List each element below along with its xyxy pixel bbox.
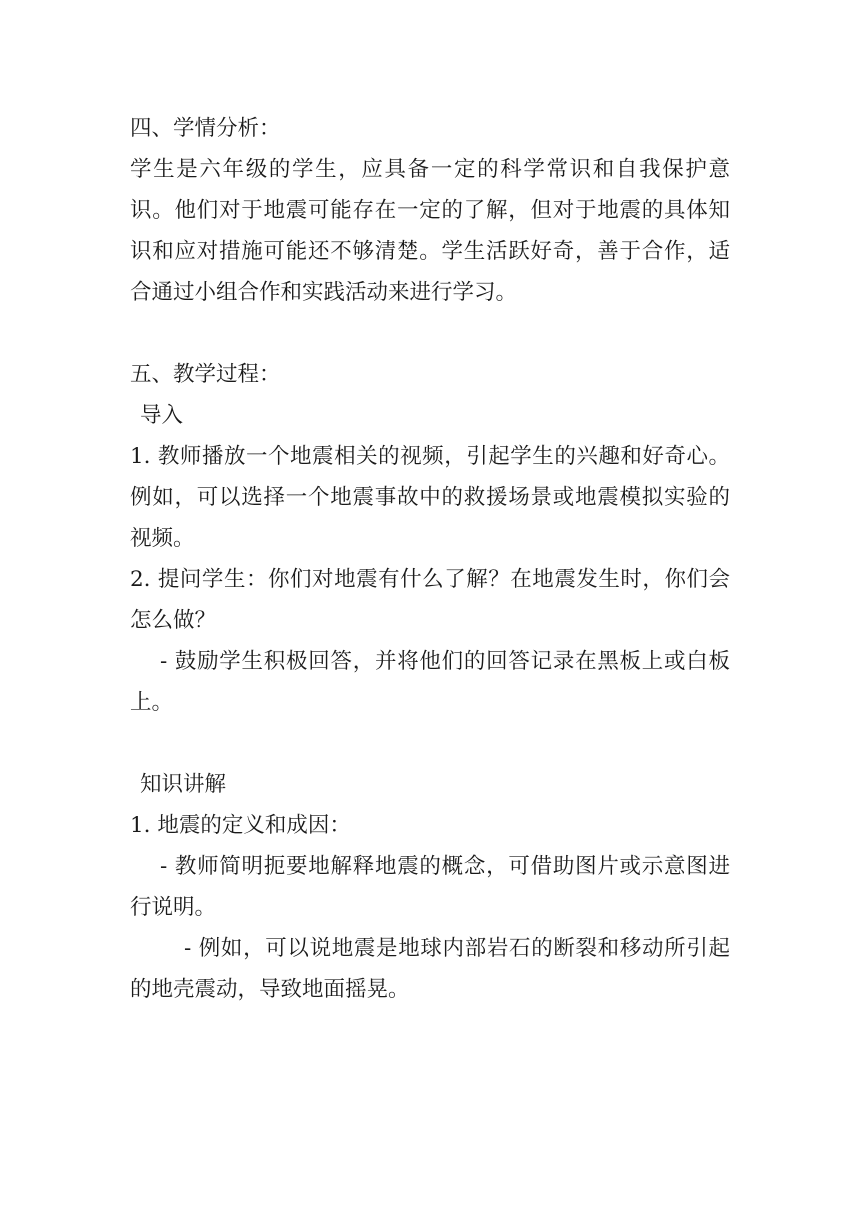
knowledge-item-1: 1. 地震的定义和成因： bbox=[130, 813, 351, 838]
subheading-knowledge: 知识讲解 bbox=[140, 772, 227, 797]
knowledge-item-1-example: - 例如，可以说地震是地球内部岩石的断裂和移动所引起的地壳震动，导致地面摇晃。 bbox=[130, 936, 730, 1002]
student-analysis-paragraph: 学生是六年级的学生，应具备一定的科学常识和自我保护意识。他们对于地震可能存在一定的了解，但对于地震的具体知识和应对措施可能还不够清楚。学生活跃好奇，善于合作，适合通过小组合作和实践活动来进行学习。 bbox=[130, 157, 730, 305]
subheading-introduction: 导入 bbox=[140, 403, 184, 428]
document-body bbox=[130, 108, 730, 1010]
spacer bbox=[130, 723, 730, 764]
section-heading-student-analysis: 四、学情分析： bbox=[130, 116, 281, 141]
section-heading-teaching-process: 五、教学过程： bbox=[130, 362, 281, 387]
intro-item-2: 2. 提问学生：你们对地震有什么了解？在地震发生时，你们会怎么做？ bbox=[130, 567, 730, 633]
intro-item-1: 1. 教师播放一个地震相关的视频，引起学生的兴趣和好奇心。例如，可以选择一个地震事故中的救援场景或地震模拟实验的视频。 bbox=[130, 444, 730, 551]
spacer bbox=[130, 313, 730, 354]
intro-item-2-detail: - 鼓励学生积极回答，并将他们的回答记录在黑板上或白板上。 bbox=[130, 649, 730, 715]
knowledge-item-1-detail: - 教师简明扼要地解释地震的概念，可借助图片或示意图进行说明。 bbox=[130, 854, 730, 920]
